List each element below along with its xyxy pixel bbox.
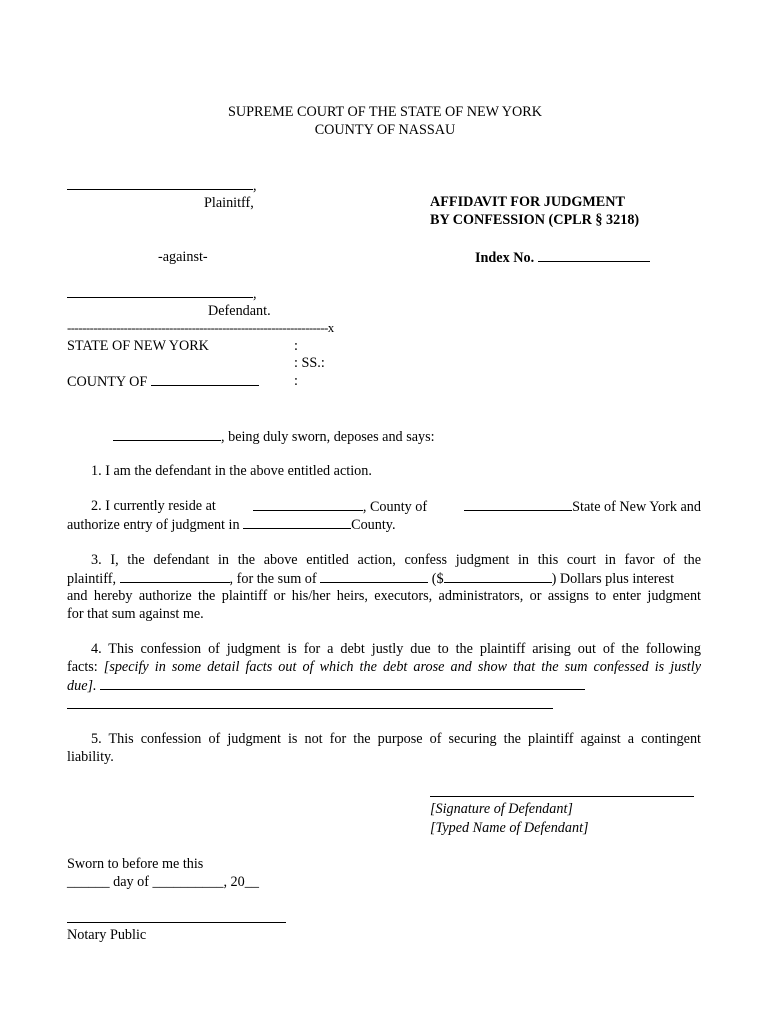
notary-public-label: Notary Public [67,927,147,943]
judgment-county-field[interactable] [243,515,351,529]
index-number-label: Index No. [475,248,650,267]
paragraph-1: 1. I am the defendant in the above entitled action. [91,463,372,479]
against-label: -against- [158,249,208,265]
residence-field[interactable] [253,497,363,511]
venue-state: STATE OF NEW YORK [67,338,209,354]
defendant-name-line[interactable] [67,297,253,298]
plaintiff-name-line[interactable] [67,189,253,190]
index-number-field[interactable] [538,248,650,262]
venue-ss: : SS.: [294,355,325,371]
affiant-name-field[interactable] [113,427,221,441]
sworn-day-field[interactable]: ______ [67,874,110,890]
signature-line[interactable] [430,796,694,797]
defendant-label: Defendant. [208,303,271,319]
affiant-intro: , being duly sworn, deposes and says: [113,427,435,446]
venue-county-field[interactable] [151,372,259,386]
notary-signature-line[interactable] [67,922,286,923]
caption-dash-line: ---------------------------------------------------------------------x [67,320,334,335]
debt-facts-field-1[interactable] [100,676,585,690]
sum-words-field[interactable] [320,569,428,583]
paragraph-3-line1: 3. I, the defendant in the above entitled action, confess judgment in this court in favor of the [91,552,701,568]
paragraph-4-line2: facts: [specify in some detail facts out of which the debt arose and show that the sum confessed is justly [67,659,701,675]
typed-name-label: [Typed Name of Defendant] [430,820,589,836]
plaintiff-favor-field[interactable] [120,569,230,583]
paragraph-5-line1: 5. This confession of judgment is not for the purpose of securing the plaintiff against a contingent [91,731,701,747]
residence-county-field[interactable] [464,497,572,511]
paragraph-3-line2: plaintiff, , for the sum of ($ ) Dollars plus interest [67,571,675,587]
sum-amount-field[interactable] [444,569,552,583]
paragraph-3-line3: and hereby authorize the plaintiff or his/her heirs, executors, administrators, or assigns to enter judgment [67,588,701,604]
paragraph-2-line2: authorize entry of judgment in County. [67,517,396,533]
venue-colon-1: : [294,338,298,354]
sworn-label: Sworn to before me this [67,856,204,872]
plaintiff-label: Plainitff, [204,195,254,211]
debt-facts-field-2[interactable] [67,708,553,709]
court-name: SUPREME COURT OF THE STATE OF NEW YORK [228,104,542,120]
document-title-line1: AFFIDAVIT FOR JUDGMENT [430,194,625,210]
sworn-year[interactable]: , 20__ [223,874,259,890]
paragraph-3-line4: for that sum against me. [67,606,204,622]
defendant-comma: , [253,286,257,302]
document-title-line2: BY CONFESSION (CPLR § 3218) [430,212,640,228]
sworn-month-field[interactable]: __________ [152,874,224,890]
paragraph-5-line2: liability. [67,749,114,765]
paragraph-4-line1: 4. This confession of judgment is for a debt justly due to the plaintiff arising out of the following [91,641,701,657]
paragraph-4-line3: due]. [67,676,585,695]
venue-county: COUNTY OF [67,372,259,391]
court-county: COUNTY OF NASSAU [314,122,456,138]
sworn-date-line: ______ day of __________, 20__ [67,874,259,890]
paragraph-2-line1: 2. I currently reside at , County of State of New York and [91,498,701,515]
signature-label: [Signature of Defendant] [430,801,573,817]
venue-colon-2: : [294,373,298,389]
plaintiff-comma: , [253,178,257,194]
